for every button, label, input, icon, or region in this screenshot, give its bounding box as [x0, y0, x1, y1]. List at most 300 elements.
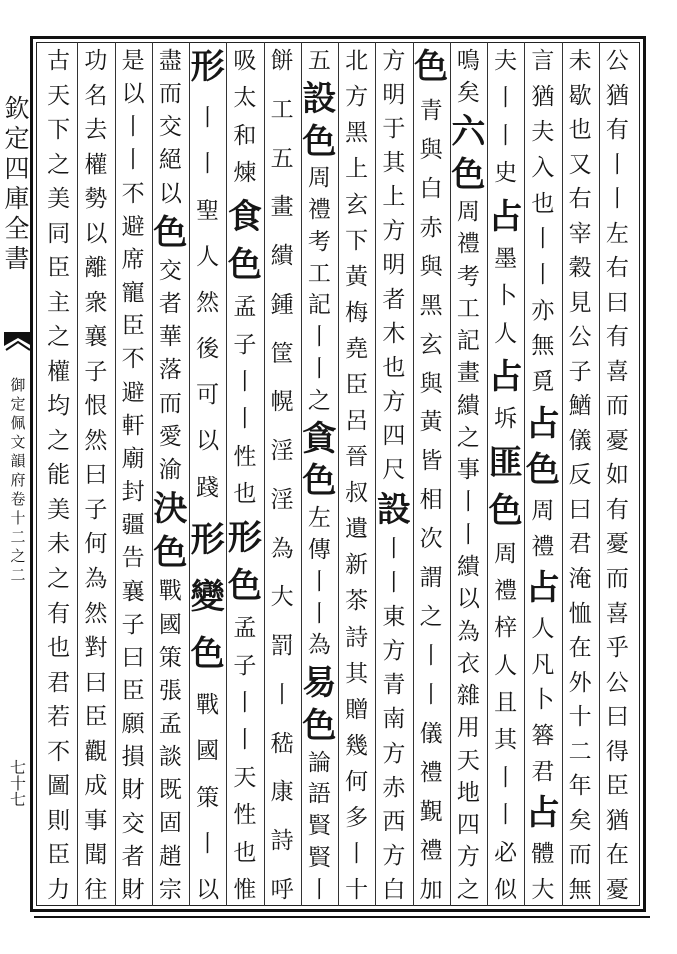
text-char: 孟 [233, 615, 257, 642]
text-char: 筐 [270, 340, 294, 367]
text-char: 渝 [158, 456, 182, 483]
text-char: 公 [605, 669, 629, 696]
text-char: 為 [84, 565, 108, 592]
text-char: 丨 [121, 114, 145, 141]
text-char: 丨 [531, 262, 555, 289]
text-char: 宰 [568, 220, 592, 247]
text-char: 可 [196, 382, 220, 409]
text-char: 天 [47, 82, 71, 109]
text-char: 與 [419, 370, 443, 397]
text-char: 席 [121, 246, 145, 273]
text-char: 方 [345, 84, 369, 111]
headword-char: 色 [302, 461, 337, 502]
text-char: 黃 [419, 409, 443, 436]
text-char: 東 [382, 604, 406, 631]
headword-char: 色 [525, 450, 560, 491]
text-char: 加 [419, 876, 443, 903]
text-char: 為 [270, 535, 294, 562]
text-char: 有 [605, 324, 629, 351]
text-char: 財 [121, 777, 145, 804]
text-char: 不 [47, 738, 71, 765]
text-char: 子 [568, 358, 592, 385]
text-char: 右 [605, 255, 629, 282]
headword-char: 形 [190, 47, 225, 87]
headword-char: 占 [488, 196, 523, 237]
text-char: 康 [270, 779, 294, 806]
text-char: 落 [158, 357, 182, 384]
text-char: 以 [196, 428, 220, 455]
text-char: 有 [605, 496, 629, 523]
text-char: 禮 [419, 837, 443, 864]
text-char: 周 [456, 199, 480, 226]
text-char: 之 [47, 565, 71, 592]
text-char: 赤 [419, 214, 443, 241]
headword-char: 色 [302, 121, 337, 162]
text-char: 方 [456, 844, 480, 871]
text-char: 贈 [345, 696, 369, 723]
text-char: 曰 [121, 644, 145, 671]
headword-char: 色 [153, 533, 188, 574]
text-char: 五 [307, 48, 331, 74]
text-char: 記 [456, 328, 480, 355]
text-char: 主 [47, 289, 71, 316]
text-char: 談 [158, 744, 182, 771]
text-char: 以 [121, 81, 145, 108]
text-char: 左 [307, 505, 331, 532]
text-char: 堯 [345, 336, 369, 363]
text-char: 丨 [270, 681, 294, 708]
text-char: 周 [531, 498, 555, 525]
text-char: 繢 [270, 243, 294, 269]
text-char: 之 [419, 604, 443, 631]
text-char: 之 [47, 427, 71, 454]
margin-char: 韻 [10, 452, 26, 470]
text-char: 呂 [345, 408, 369, 435]
text-char: 避 [121, 213, 145, 240]
text-char: 為 [307, 632, 331, 659]
text-char: 丨 [307, 568, 331, 595]
headword-char: 設 [302, 78, 337, 119]
text-char: 交 [158, 257, 182, 284]
text-char: 丨 [456, 521, 480, 548]
headword-char: 變 [190, 576, 225, 617]
bottom-rule [34, 916, 650, 918]
text-char: 言 [531, 48, 555, 74]
text-char: 廟 [121, 445, 145, 472]
text-char: 晉 [345, 444, 369, 471]
headword-char: 決 [153, 489, 188, 530]
text-char: 右 [568, 186, 592, 213]
text-char: 未 [568, 48, 592, 74]
text-char: 張 [158, 677, 182, 704]
text-char: 詩 [270, 828, 294, 854]
text-char: 禮 [419, 759, 443, 786]
text-char: 事 [456, 457, 480, 484]
text-char: 丨 [605, 186, 629, 213]
text-char: 丨 [196, 151, 220, 178]
text-char: 之 [47, 324, 71, 351]
text-char: 十 [345, 876, 369, 903]
text-char: 喜 [605, 600, 629, 627]
text-char: 丨 [307, 600, 331, 627]
text-char: 似 [494, 876, 518, 903]
text-char: 公 [568, 324, 592, 351]
margin-char: 七 [9, 790, 26, 809]
text-char: 公 [605, 48, 629, 74]
text-char: 子 [233, 331, 257, 358]
text-char: 于 [382, 116, 406, 143]
text-char: 觀 [84, 738, 108, 765]
text-char: 勢 [84, 186, 108, 213]
headword-char: 形 [190, 519, 225, 560]
text-char: 梓 [494, 615, 518, 642]
text-char: 歇 [568, 82, 592, 109]
headword-char: 六 [451, 111, 486, 152]
text-char: 四 [382, 422, 406, 449]
text-char: 左 [605, 220, 629, 247]
text-char: 也 [233, 839, 257, 866]
margin-char: 全 [4, 214, 30, 243]
text-char: 罰 [270, 633, 294, 659]
margin-char: 十 [9, 774, 26, 793]
text-char: 大 [270, 584, 294, 611]
text-char: 策 [158, 644, 182, 671]
text-char: 工 [307, 260, 331, 287]
text-char: 若 [47, 704, 71, 731]
text-char: 圖 [47, 773, 71, 800]
text-char: 丨 [494, 802, 518, 829]
headword-char: 設 [376, 490, 411, 531]
book-title [0, 94, 34, 274]
text-char: 明 [382, 82, 406, 109]
text-char: 以 [158, 180, 182, 207]
text-char: 墨 [494, 245, 518, 272]
text-char: 天 [456, 747, 480, 774]
text-char: 美 [47, 496, 71, 523]
text-char: 鰌 [568, 393, 592, 420]
headword-char: 色 [488, 491, 523, 532]
text-char: 西 [382, 808, 406, 835]
text-char: 覓 [531, 369, 555, 396]
text-char: 周 [494, 540, 518, 567]
text-char: 人 [531, 616, 555, 643]
text-char: 上 [345, 156, 369, 183]
headword-char: 色 [153, 212, 188, 253]
text-char: 也 [531, 190, 555, 217]
text-char: 美 [47, 186, 71, 213]
text-char: 聞 [84, 842, 108, 869]
text-char: 是 [121, 48, 145, 74]
text-char: 之 [307, 387, 331, 414]
text-char: 丨 [494, 85, 518, 112]
text-char: 交 [158, 114, 182, 141]
text-char: 與 [419, 253, 443, 280]
text-char: 臣 [345, 372, 369, 399]
text-char: 疆 [121, 512, 145, 539]
text-char: 丨 [345, 840, 369, 867]
headword-char: 占 [488, 357, 523, 397]
margin-char: 定 [4, 124, 30, 153]
text-char: 趙 [158, 843, 182, 870]
text-char: 權 [84, 151, 108, 178]
text-char: 丨 [382, 536, 406, 563]
text-char: 方 [382, 218, 406, 245]
text-char: 下 [345, 228, 369, 255]
text-char: 地 [456, 779, 480, 806]
text-char: 禮 [531, 533, 555, 560]
fish-tail-mark-icon [4, 332, 32, 372]
margin-char: 七 [9, 758, 26, 777]
text-char: 固 [158, 810, 182, 837]
text-char: 儀 [568, 427, 592, 454]
text-char: 卜 [494, 283, 518, 310]
text-char: 淹 [568, 565, 592, 592]
text-char: 呼 [270, 876, 294, 903]
text-char: 損 [121, 744, 145, 771]
text-char: 也 [47, 635, 71, 662]
text-char: 周 [307, 165, 331, 192]
text-char: 丨 [307, 356, 331, 383]
text-char: 黑 [345, 120, 369, 147]
text-char: 太 [233, 85, 257, 112]
text-char: 在 [605, 842, 629, 869]
text-char: 遺 [345, 516, 369, 543]
text-char: 憂 [605, 531, 629, 558]
text-char: 而 [605, 393, 629, 420]
text-char: 何 [345, 768, 369, 795]
text-char: 黃 [345, 264, 369, 291]
text-char: 幾 [345, 732, 369, 759]
text-char: 臣 [47, 842, 71, 869]
text-char: 則 [47, 807, 71, 834]
text-char: 凡 [531, 651, 555, 678]
text-char: 不 [121, 180, 145, 207]
text-char: 衣 [456, 650, 480, 677]
text-char: 白 [419, 175, 443, 202]
text-char: 然 [84, 600, 108, 627]
headword-char: 易 [302, 663, 337, 704]
text-char: 茶 [345, 588, 369, 615]
text-char: 人 [494, 320, 518, 347]
text-char: 之 [456, 424, 480, 451]
text-char: 曰 [605, 704, 629, 731]
headword-char: 占 [525, 403, 560, 444]
text-char: 外 [568, 669, 592, 696]
text-char: 踐 [196, 474, 220, 501]
text-char: 方 [382, 740, 406, 767]
text-char: 用 [456, 715, 480, 742]
text-char: 恨 [84, 393, 108, 420]
text-char: 未 [47, 531, 71, 558]
text-char: 覲 [419, 798, 443, 825]
text-char: 方 [382, 48, 406, 74]
text-char: 考 [456, 263, 480, 290]
text-char: 矣 [568, 807, 592, 834]
text-char: 然 [196, 289, 220, 316]
text-char: 梅 [345, 300, 369, 327]
text-char: 又 [568, 151, 592, 178]
text-char: 子 [233, 652, 257, 679]
margin-char: 二 [10, 528, 26, 546]
text-char: 尺 [382, 456, 406, 483]
text-char: 曰 [568, 496, 592, 523]
text-char: 恤 [568, 600, 592, 627]
text-char: 之 [47, 151, 71, 178]
margin-char: 文 [10, 433, 26, 451]
text-char: 愛 [158, 423, 182, 450]
text-char: 也 [568, 117, 592, 144]
text-char: 丨 [494, 764, 518, 791]
text-char: 丨 [196, 105, 220, 132]
text-char: 聖 [196, 197, 220, 224]
headword-char: 色 [227, 244, 262, 285]
margin-char: 御 [10, 376, 26, 394]
page-margin [0, 36, 34, 916]
text-char: 青 [419, 97, 443, 124]
text-char: 方 [382, 638, 406, 665]
headword-char: 占 [525, 793, 560, 834]
text-char: 無 [531, 333, 555, 360]
text-char: 丨 [531, 226, 555, 253]
text-char: 天 [233, 764, 257, 791]
text-char: 十 [568, 704, 592, 731]
text-char: 夫 [494, 48, 518, 74]
text-char: 且 [494, 690, 518, 716]
text-char: 策 [196, 784, 220, 811]
text-char: 人 [494, 652, 518, 679]
text-char: 矣 [456, 80, 480, 107]
text-char: 子 [84, 496, 108, 523]
margin-char: 定 [10, 395, 26, 413]
text-char: 丨 [419, 682, 443, 708]
text-char: 猶 [605, 82, 629, 109]
text-char: 衆 [84, 289, 108, 316]
text-char: 往 [84, 876, 108, 903]
text-char: 見 [568, 289, 592, 316]
text-char: 丨 [233, 690, 257, 716]
text-char: 襄 [84, 324, 108, 351]
text-char: 戰 [196, 692, 220, 719]
text-char: 也 [382, 354, 406, 381]
text-char: 丨 [419, 643, 443, 670]
text-char: 後 [196, 336, 220, 363]
text-char: 告 [121, 545, 145, 572]
text-char: 丨 [233, 406, 257, 433]
text-char: 丨 [382, 570, 406, 597]
text-char: 戰 [158, 578, 182, 605]
text-char: 嵇 [270, 730, 294, 757]
text-char: 丨 [233, 369, 257, 395]
text-char: 以 [84, 220, 108, 247]
text-char: 禮 [456, 231, 480, 258]
text-char: 北 [345, 48, 369, 74]
text-char: 盡 [158, 48, 182, 74]
text-char: 繢 [456, 392, 480, 419]
text-char: 對 [84, 635, 108, 662]
margin-char: 庫 [4, 184, 30, 213]
headword-char: 匪 [488, 442, 523, 483]
text-char: 也 [233, 481, 257, 508]
text-char: 無 [568, 876, 592, 903]
headword-char: 食 [227, 196, 262, 237]
margin-char: 府 [10, 471, 26, 489]
text-char: 五 [270, 145, 294, 172]
text-char: 四 [456, 812, 480, 839]
text-char: 如 [605, 462, 629, 489]
text-char: 禮 [494, 577, 518, 604]
text-char: 臣 [47, 255, 71, 282]
text-char: 入 [531, 155, 555, 182]
text-char: 青 [382, 672, 406, 699]
text-char: 去 [84, 117, 108, 144]
text-char: 曰 [605, 289, 629, 316]
text-char: 皆 [419, 448, 443, 475]
text-char: 和 [233, 122, 257, 149]
text-char: 權 [47, 358, 71, 385]
text-char: 財 [121, 876, 145, 903]
text-char: 淫 [270, 486, 294, 513]
text-char: 得 [605, 738, 629, 765]
margin-char: 十 [10, 509, 26, 527]
text-char: 詩 [345, 624, 369, 651]
text-char: 赤 [382, 774, 406, 801]
text-char: 而 [158, 81, 182, 108]
margin-char: 四 [4, 154, 30, 183]
text-char: 亦 [531, 297, 555, 324]
text-char: 相 [419, 487, 443, 514]
text-char: 丨 [605, 151, 629, 178]
text-char: 願 [121, 711, 145, 738]
text-char: 卜 [531, 687, 555, 714]
text-char: 傳 [307, 536, 331, 563]
text-char: 年 [568, 773, 592, 800]
text-char: 丨 [233, 727, 257, 754]
text-char: 為 [456, 618, 480, 645]
headword-char: 形 [227, 517, 262, 558]
text-char: 成 [84, 773, 108, 800]
text-char: 乎 [605, 635, 629, 662]
text-char: 賢 [307, 813, 331, 840]
headword-char: 色 [414, 47, 449, 87]
text-char: 二 [568, 738, 592, 765]
text-char: 記 [307, 292, 331, 319]
text-char: 惟 [233, 876, 257, 903]
text-char: 煉 [233, 160, 257, 187]
text-char: 簭 [531, 723, 555, 750]
text-char: 者 [121, 843, 145, 870]
headword-char: 色 [302, 705, 337, 746]
headword-char: 色 [190, 634, 225, 675]
text-char: 宗 [158, 876, 182, 903]
text-char: 工 [456, 295, 480, 322]
text-char: 猶 [531, 83, 555, 110]
text-char: 新 [345, 552, 369, 579]
text-char: 明 [382, 252, 406, 279]
text-char: 何 [84, 531, 108, 558]
text-char: 曰 [84, 462, 108, 489]
text-char: 性 [233, 802, 257, 829]
text-char: 工 [270, 96, 294, 123]
text-char: 餅 [270, 48, 294, 74]
text-char: 玄 [419, 331, 443, 358]
text-char: 性 [233, 443, 257, 470]
text-char: 者 [158, 291, 182, 318]
text-char: 鍾 [270, 291, 294, 318]
text-char: 而 [158, 390, 182, 417]
text-char: 交 [121, 810, 145, 837]
headword-char: 色 [227, 565, 262, 606]
text-char: 其 [494, 727, 518, 754]
